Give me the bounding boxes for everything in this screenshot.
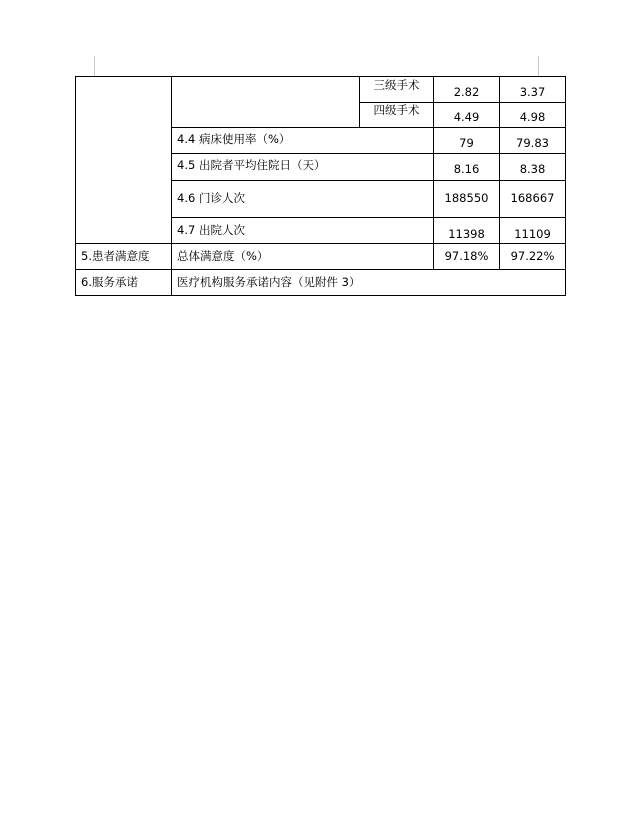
value-cell: 4.49: [434, 103, 500, 128]
category-label: 5.患者满意度: [76, 244, 172, 270]
table-row: [76, 270, 566, 296]
indicator-label: 4.7 出院人次: [172, 218, 434, 244]
table-row: [76, 77, 566, 103]
value-cell: 11109: [500, 218, 566, 244]
table-row: [76, 244, 566, 270]
indicator-label: 4.4 病床使用率（%）: [172, 128, 434, 154]
commitment-content: 医疗机构服务承诺内容（见附件 3）: [172, 270, 566, 296]
hospital-indicator-table: [75, 76, 566, 296]
value-cell: 2.82: [434, 77, 500, 103]
value-cell: 8.38: [500, 154, 566, 181]
value-cell: 188550: [434, 181, 500, 218]
category-cell-empty: [76, 77, 172, 244]
value-cell: 168667: [500, 181, 566, 218]
indicator-label: 总体满意度（%）: [172, 244, 434, 270]
value-cell: 97.18%: [434, 244, 500, 270]
surgery-level-label: 四级手术: [360, 103, 434, 128]
value-cell: 8.16: [434, 154, 500, 181]
indicator-label: 4.6 门诊人次: [172, 181, 434, 218]
crop-mark-top-left-vertical: [94, 56, 95, 76]
surgery-group-cell: [172, 77, 360, 128]
value-cell: 3.37: [500, 77, 566, 103]
value-cell: 97.22%: [500, 244, 566, 270]
value-cell: 11398: [434, 218, 500, 244]
surgery-level-label: 三级手术: [360, 77, 434, 103]
value-cell: 79: [434, 128, 500, 154]
value-cell: 4.98: [500, 103, 566, 128]
value-cell: 79.83: [500, 128, 566, 154]
indicator-label: 4.5 出院者平均住院日（天）: [172, 154, 434, 181]
category-label: 6.服务承诺: [76, 270, 172, 296]
crop-mark-top-right-vertical: [538, 56, 539, 76]
